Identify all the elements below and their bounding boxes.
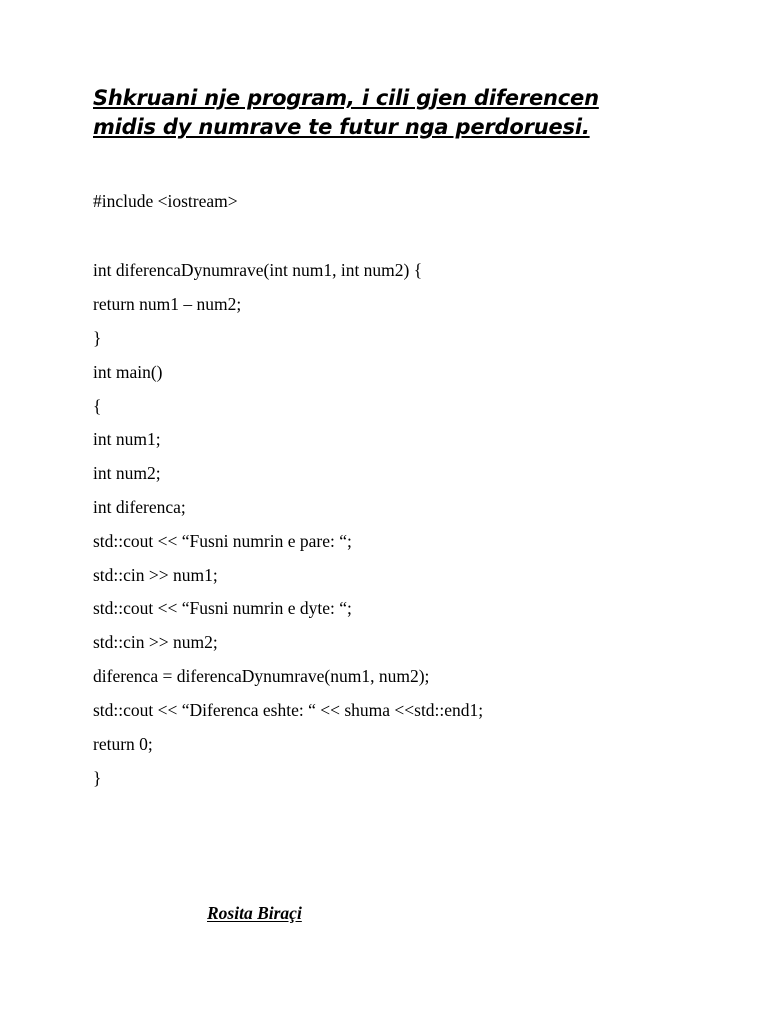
code-line: diferenca = diferencaDynumrave(num1, num2); xyxy=(93,666,430,686)
code-line: std::cout << “Fusni numrin e pare: “; xyxy=(93,531,352,551)
code-line: std::cin >> num1; xyxy=(93,565,218,585)
title-line-1: Shkruani nje program, i cili gjen diferencen xyxy=(93,86,599,110)
code-line: std::cout << “Diferenca eshte: “ << shuma <<std::end1; xyxy=(93,700,484,720)
code-line: int num1; xyxy=(93,429,161,449)
code-line: int main() xyxy=(93,362,163,382)
title-line-2: midis dy numrave te futur nga perdoruesi. xyxy=(93,115,590,139)
code-line: int diferencaDynumrave(int num1, int num2) { xyxy=(93,260,423,280)
code-include-line: #include <iostream> xyxy=(93,191,238,211)
code-line: std::cout << “Fusni numrin e dyte: “; xyxy=(93,598,352,618)
code-line: } xyxy=(93,328,102,348)
code-line: return 0; xyxy=(93,734,153,754)
code-line: return num1 – num2; xyxy=(93,294,242,314)
code-line: int diferenca; xyxy=(93,497,186,517)
code-line: } xyxy=(93,768,102,788)
code-block xyxy=(93,0,713,788)
code-line: std::cin >> num2; xyxy=(93,632,218,652)
code-line: int num2; xyxy=(93,463,161,483)
code-line: { xyxy=(93,396,102,416)
author-name: Rosita Biraçi xyxy=(207,903,302,923)
